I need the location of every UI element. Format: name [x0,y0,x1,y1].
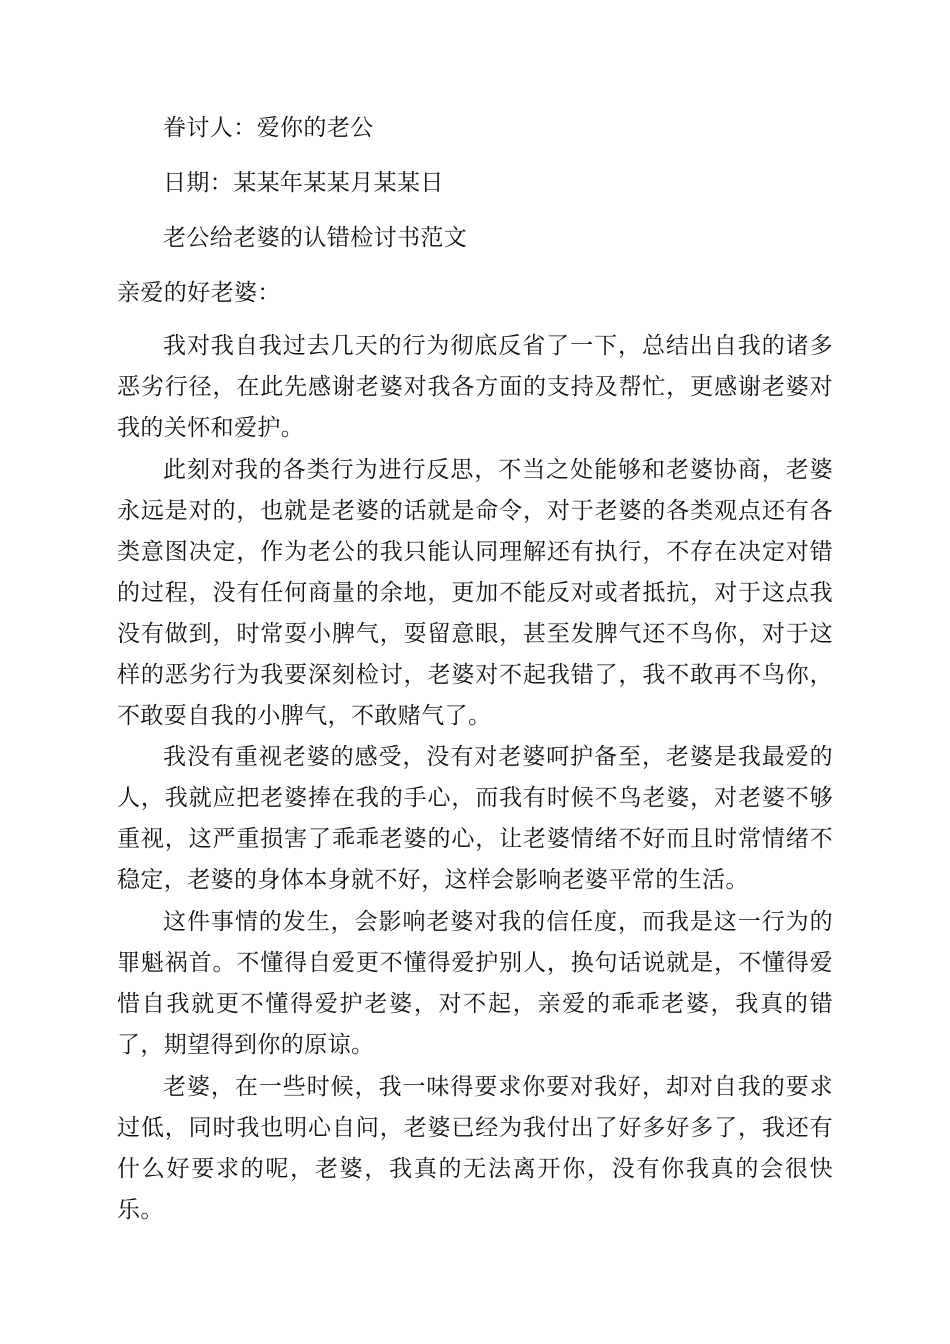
paragraph-1: 我对我自我过去几天的行为彻底反省了一下，总结出自我的诸多恶劣行径，在此先感谢老婆对我各方面的支持及帮忙，更感谢老婆对我的关怀和爱护。 [117,333,833,441]
paragraph-2: 此刻对我的各类行为进行反思，不当之处能够和老婆协商，老婆永远是对的，也就是老婆的话就是命令，对于老婆的各类观点还有各类意图决定，作为老公的我只能认同理解还有执行，不存在决定对错的过程，没有任何商量的余地，更加不能反对或者抵抗，对于这点我没有做到，时常耍小脾气，耍留意眼，甚至发脾气还不鸟你，对于这样的恶劣行为我要深刻检讨，老婆对不起我错了，我不敢再不鸟你，不敢耍自我的小脾气，不敢赌气了。 [117,457,833,729]
date-line: 日期：某某年某某月某某日 [163,170,444,196]
document-title: 老公给老婆的认错检讨书范文 [163,225,468,251]
salutation: 亲爱的好老婆： [117,280,281,306]
signer-line: 眷讨人：爱你的老公 [163,115,374,141]
paragraph-4: 这件事情的发生，会影响老婆对我的信任度，而我是这一行为的罪魁祸首。不懂得自爱更不懂得爱护别人，换句话说就是，不懂得爱惜自我就更不懂得爱护老婆，对不起，亲爱的乖乖老婆，我真的错了，期望得到你的原谅。 [117,909,833,1058]
paragraph-3: 我没有重视老婆的感受，没有对老婆呵护备至，老婆是我最爱的人，我就应把老婆捧在我的手心，而我有时候不鸟老婆，对老婆不够重视，这严重损害了乖乖老婆的心，让老婆情绪不好而且时常情绪不稳定，老婆的身体本身就不好，这样会影响老婆平常的生活。 [117,744,833,893]
paragraph-5: 老婆，在一些时候，我一味得要求你要对我好，却对自我的要求过低，同时我也明心自问，老婆已经为我付出了好多好多了，我还有什么好要求的呢，老婆，我真的无法离开你，没有你我真的会很快乐。 [117,1074,833,1223]
